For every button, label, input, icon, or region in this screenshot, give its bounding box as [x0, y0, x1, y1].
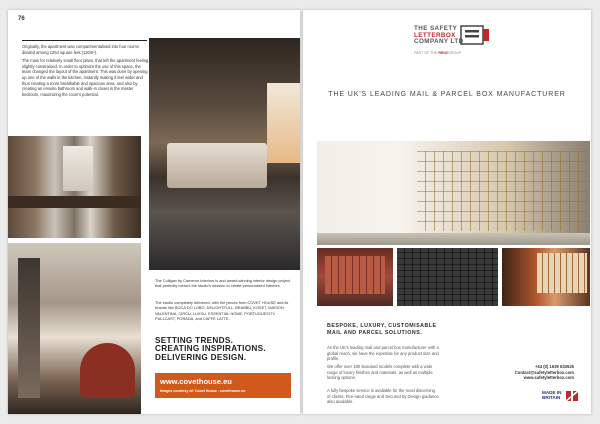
made-in-britain-text	[542, 391, 561, 401]
tagline: THE UK'S LEADING MAIL & PARCEL BOX MANUFACTURER	[328, 91, 566, 98]
right-magazine-page	[303, 10, 591, 414]
group-prefix: PART OF THE	[414, 51, 438, 55]
group-affiliation	[414, 51, 461, 55]
section-heading	[327, 323, 437, 338]
slogan	[155, 337, 266, 362]
phone-number: +44 (0) 1639 633525	[534, 364, 574, 369]
bedroom-photo	[149, 38, 300, 270]
union-flag-icon	[566, 391, 578, 401]
slogan-line-3: DELIVERING DESIGN.	[155, 352, 247, 362]
group-brand: RENZ	[438, 51, 449, 55]
intro-paragraph-2: The main for relatively small floor plans, that left the apartment feeling slightly constrained. In order to optimize the use of this space, the team changed the layout of the apartment. This was done by opening up one of the walls in the kitchen, instantly making it feel wider and thus creating a more breathable and spacious area, and also by creating an ensuite bathroom and walk-in closet in the master bedroom, maximizing the room's potential.	[22, 58, 149, 97]
bathroom-photo	[8, 136, 141, 238]
slogan-line-2: CREATING INSPIRATIONS.	[155, 344, 266, 354]
covet-house-link[interactable]: www.covethouse.eu	[160, 377, 232, 386]
dark-mailbox-photo	[397, 248, 498, 306]
heading-line-1: BESPOKE, LUXURY, CUSTOMISABLE	[327, 323, 437, 329]
company-logo-text	[414, 26, 464, 46]
email-link[interactable]: Contact@safetyletterbox.com	[514, 369, 574, 375]
made-in-britain-badge	[542, 391, 580, 405]
made-line-2: BRITAIN	[542, 394, 561, 400]
left-magazine-page	[8, 10, 300, 414]
page-number: 76	[18, 16, 25, 22]
logo-line-2: LETTERBOX	[414, 31, 456, 39]
wood-mailbox-photo	[502, 248, 590, 306]
caption-paragraph-2: The studio completely delivered, with the pieces from COVET HOUSE and its brands like BOCA DO LOBO, DELIGHTFULL, BRABBU, KOKET, MAISON VALENTINA, CIRCU, LUXXU, ESSENTIAL HOME, PORTUGUESITY, PULLCAST, PORADA, and CAFFE LATTE.	[155, 300, 289, 322]
intro-paragraph-1: Originally, the apartment was compartmentalised into four rooms divided among 1264 square feet (120m²).	[22, 44, 139, 55]
intro-text	[22, 44, 149, 97]
red-mailbox-photo	[317, 248, 393, 306]
body-paragraph-2: We offer over 180 standard models complete with a wide range of luxury finishes and materials, as well as multiple locking options.	[327, 364, 433, 381]
body-paragraph-1: As the UK's leading mail and parcel box manufacturer with a global reach, we have the expertise for any product size and profile.	[327, 345, 439, 362]
body-paragraph-3: A fully bespoke service is available for the most discerning of clients. Fire-rated range and Secured by Design guidance also available.	[327, 388, 439, 405]
group-suffix: GROUP	[448, 51, 462, 55]
slogan-line-1: SETTING TRENDS.	[155, 336, 234, 345]
website-link[interactable]: www.safetyletterbox.com	[523, 375, 574, 381]
contact-block	[515, 364, 574, 381]
covet-house-banner	[155, 373, 291, 398]
divider	[22, 40, 147, 41]
living-room-photo	[8, 243, 141, 414]
mailbox-wall-photo	[317, 141, 590, 245]
logo-line-1: THE SAFETY	[414, 25, 458, 32]
caption-paragraph-1: The Culligan by Cameron Interiors is and award-winning interior design project that perfectly mirrors the studio's mission to create personalized interiors.	[155, 278, 291, 289]
heading-line-2: MAIL AND PARCEL SOLUTIONS.	[327, 330, 423, 337]
made-line-1: MADE IN	[542, 390, 562, 395]
logo-line-3: COMPANY LTD	[414, 38, 464, 46]
letterbox-logo-icon	[460, 23, 490, 47]
image-credit: Images courtesy of: Covet House - covethouse.eu	[160, 389, 246, 393]
